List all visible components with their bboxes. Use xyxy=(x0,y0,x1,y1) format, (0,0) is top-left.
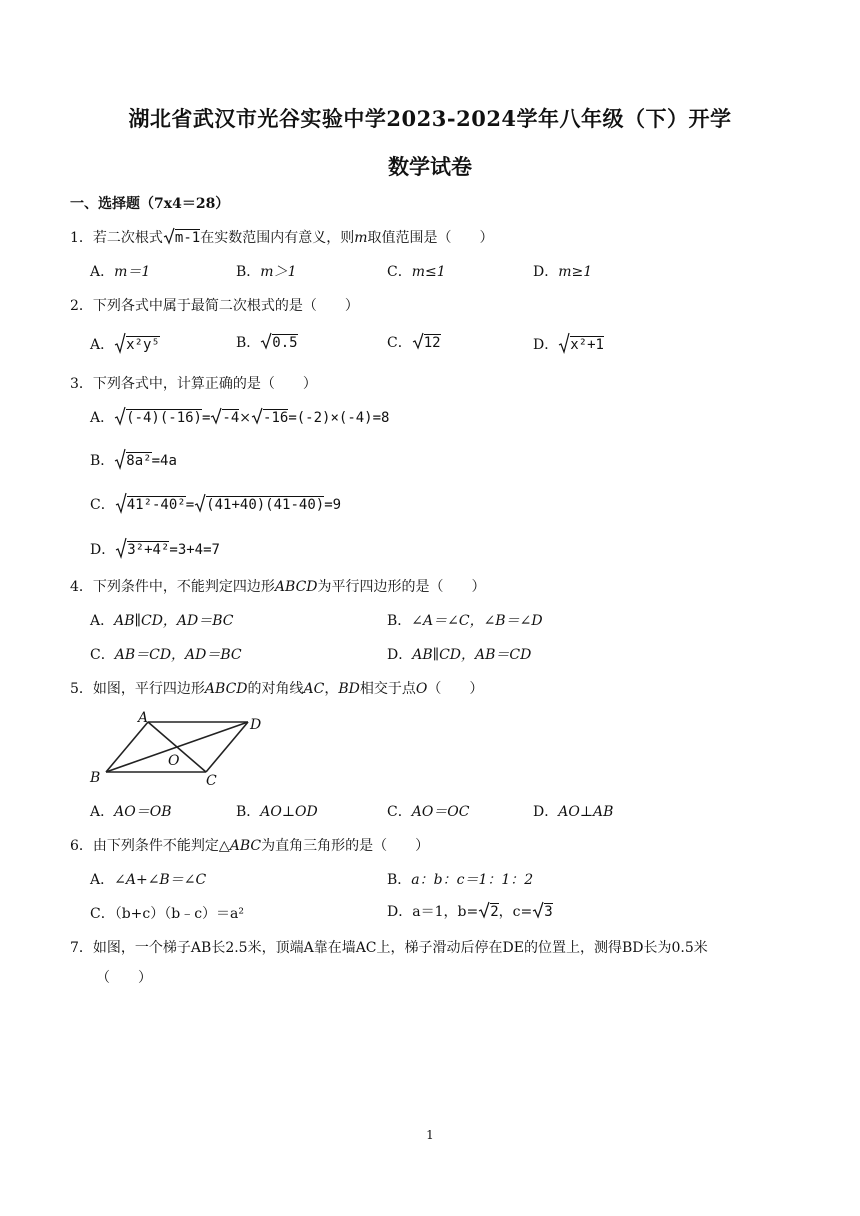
q6-option-c[interactable]: C．（b+c）（b﹣c）＝a² xyxy=(90,906,245,922)
q1-option-a[interactable]: A．m＝1 xyxy=(90,264,151,280)
q5-option-d[interactable]: D．AO⊥AB xyxy=(533,804,614,820)
variable: m xyxy=(354,230,368,246)
question-4: 4．下列条件中，不能判定四边形ABCD为平行四边形的是（ ） xyxy=(70,579,486,595)
question-text: 在实数范围内有意义，则 xyxy=(200,230,355,246)
question-7-continuation: （ ） xyxy=(96,970,152,986)
q6-option-b[interactable]: B．a：b：c＝1：1：2 xyxy=(387,872,534,888)
sqrt-icon xyxy=(478,901,490,923)
q5-option-a[interactable]: A．AO＝OB xyxy=(90,804,172,820)
sqrt-icon xyxy=(251,407,263,429)
q2-option-a[interactable]: A． x²y⁵ xyxy=(90,332,160,358)
q4-option-d[interactable]: D．AB∥CD，AB＝CD xyxy=(387,647,532,663)
q3-option-c[interactable]: C． 41²-40²= (41+40)(41-40)=9 xyxy=(90,492,341,518)
vertex-label-b: B xyxy=(90,770,101,786)
q3-option-b[interactable]: B． 8a²=4a xyxy=(90,448,177,474)
question-number: 1． xyxy=(70,230,93,246)
sqrt-icon xyxy=(115,537,127,563)
sqrt-icon xyxy=(114,332,126,358)
sqrt-icon xyxy=(260,332,272,354)
radicand: m-1 xyxy=(174,230,201,246)
q4-option-a[interactable]: A．AB∥CD，AD＝BC xyxy=(90,613,234,629)
q3-option-a[interactable]: A． (-4)(-16)= -4× -16=(-2)×(-4)=8 xyxy=(90,406,389,430)
question-1 xyxy=(70,227,494,249)
section-heading: 一、选择题（7x4＝28） xyxy=(70,196,230,212)
question-5: 5．如图，平行四边形ABCD的对角线AC，BD相交于点O（ ） xyxy=(70,681,484,697)
sqrt-icon xyxy=(163,227,175,249)
question-text: 取值范围是（ ） xyxy=(367,230,494,246)
q4-option-b[interactable]: B．∠A＝∠C，∠B＝∠D xyxy=(387,613,543,629)
q2-option-d[interactable]: D． x²+1 xyxy=(533,332,604,358)
q5-option-b[interactable]: B．AO⊥OD xyxy=(236,804,318,820)
sqrt-icon xyxy=(558,332,570,358)
sqrt-icon xyxy=(114,406,126,430)
exam-title-line2: 数学试卷 xyxy=(388,154,472,179)
sqrt-icon xyxy=(532,901,544,923)
vertex-label-c: C xyxy=(206,773,217,788)
q4-option-c[interactable]: C．AB＝CD，AD＝BC xyxy=(90,647,242,663)
q1-option-d[interactable]: D．m≥1 xyxy=(533,264,593,280)
question-3: 3．下列各式中，计算正确的是（ ） xyxy=(70,376,317,392)
q2-option-b[interactable]: B． 0.5 xyxy=(236,332,298,354)
question-7: 7．如图，一个梯子AB长2.5米，顶端A靠在墙AC上，梯子滑动后停在DE的位置上，测得BD长为0.5米 xyxy=(70,940,708,956)
question-text: 若二次根式 xyxy=(92,230,163,246)
q6-option-d[interactable]: D．a＝1，b= 2，c= 3 xyxy=(387,901,553,923)
q2-option-c[interactable]: C． 12 xyxy=(387,332,441,354)
q5-option-c[interactable]: C．AO＝OC xyxy=(387,804,470,820)
sqrt-icon xyxy=(210,407,222,429)
q1-option-c[interactable]: C．m≤1 xyxy=(387,264,446,280)
question-2: 2．下列各式中属于最简二次根式的是（ ） xyxy=(70,298,359,314)
sqrt-icon xyxy=(114,448,126,474)
sqrt-icon xyxy=(115,492,127,518)
sqrt-icon xyxy=(194,493,206,517)
q6-option-a[interactable]: A．∠A+∠B＝∠C xyxy=(90,872,207,888)
vertex-label-a: A xyxy=(138,710,149,726)
center-label-o: O xyxy=(168,753,180,769)
sqrt-icon xyxy=(412,332,424,354)
exam-title-line1: 湖北省武汉市光谷实验中学2023-2024学年八年级（下）开学 xyxy=(128,106,732,131)
vertex-label-d: D xyxy=(250,717,262,733)
page-number: 1 xyxy=(426,1128,434,1142)
parallelogram-figure xyxy=(88,704,268,788)
question-6: 6．由下列条件不能判定△ABC为直角三角形的是（ ） xyxy=(70,838,430,854)
q3-option-d[interactable]: D． 3²+4²=3+4=7 xyxy=(90,537,220,563)
q1-option-b[interactable]: B．m＞1 xyxy=(236,264,297,280)
